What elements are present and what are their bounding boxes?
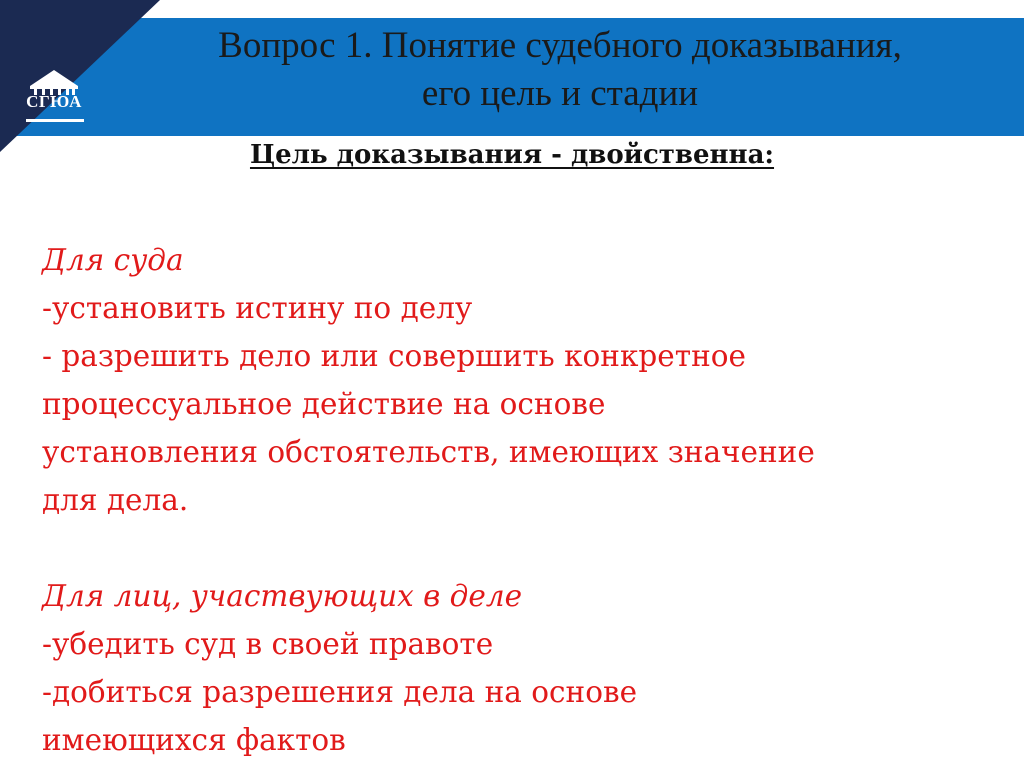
section-line: -установить истину по делу xyxy=(42,291,473,325)
section-line: -убедить суд в своей правоте xyxy=(42,627,494,661)
spacer xyxy=(42,524,1002,572)
logo-text: СГЮА xyxy=(26,92,82,111)
section-heading: Для суда xyxy=(42,243,184,277)
title-line-1: Вопрос 1. Понятие судебного доказывания, xyxy=(218,25,902,66)
section-heading: Для лиц, участвующих в деле xyxy=(42,579,523,613)
subtitle: Цель доказывания - двойственна: xyxy=(249,140,775,170)
section-line: -добиться разрешения дела на основе xyxy=(42,675,638,709)
section-line: - разрешить дело или совершить конкретное xyxy=(42,339,746,373)
body-text xyxy=(42,236,1002,764)
title-line-2: его цель и стадии xyxy=(421,73,699,114)
section-line: для дела. xyxy=(42,483,189,517)
section-line: установления обстоятельств, имеющих значение xyxy=(42,435,815,469)
section-line: имеющихся фактов xyxy=(42,723,346,757)
section-line: процессуальное действие на основе xyxy=(42,387,606,421)
page-title xyxy=(60,22,1024,118)
